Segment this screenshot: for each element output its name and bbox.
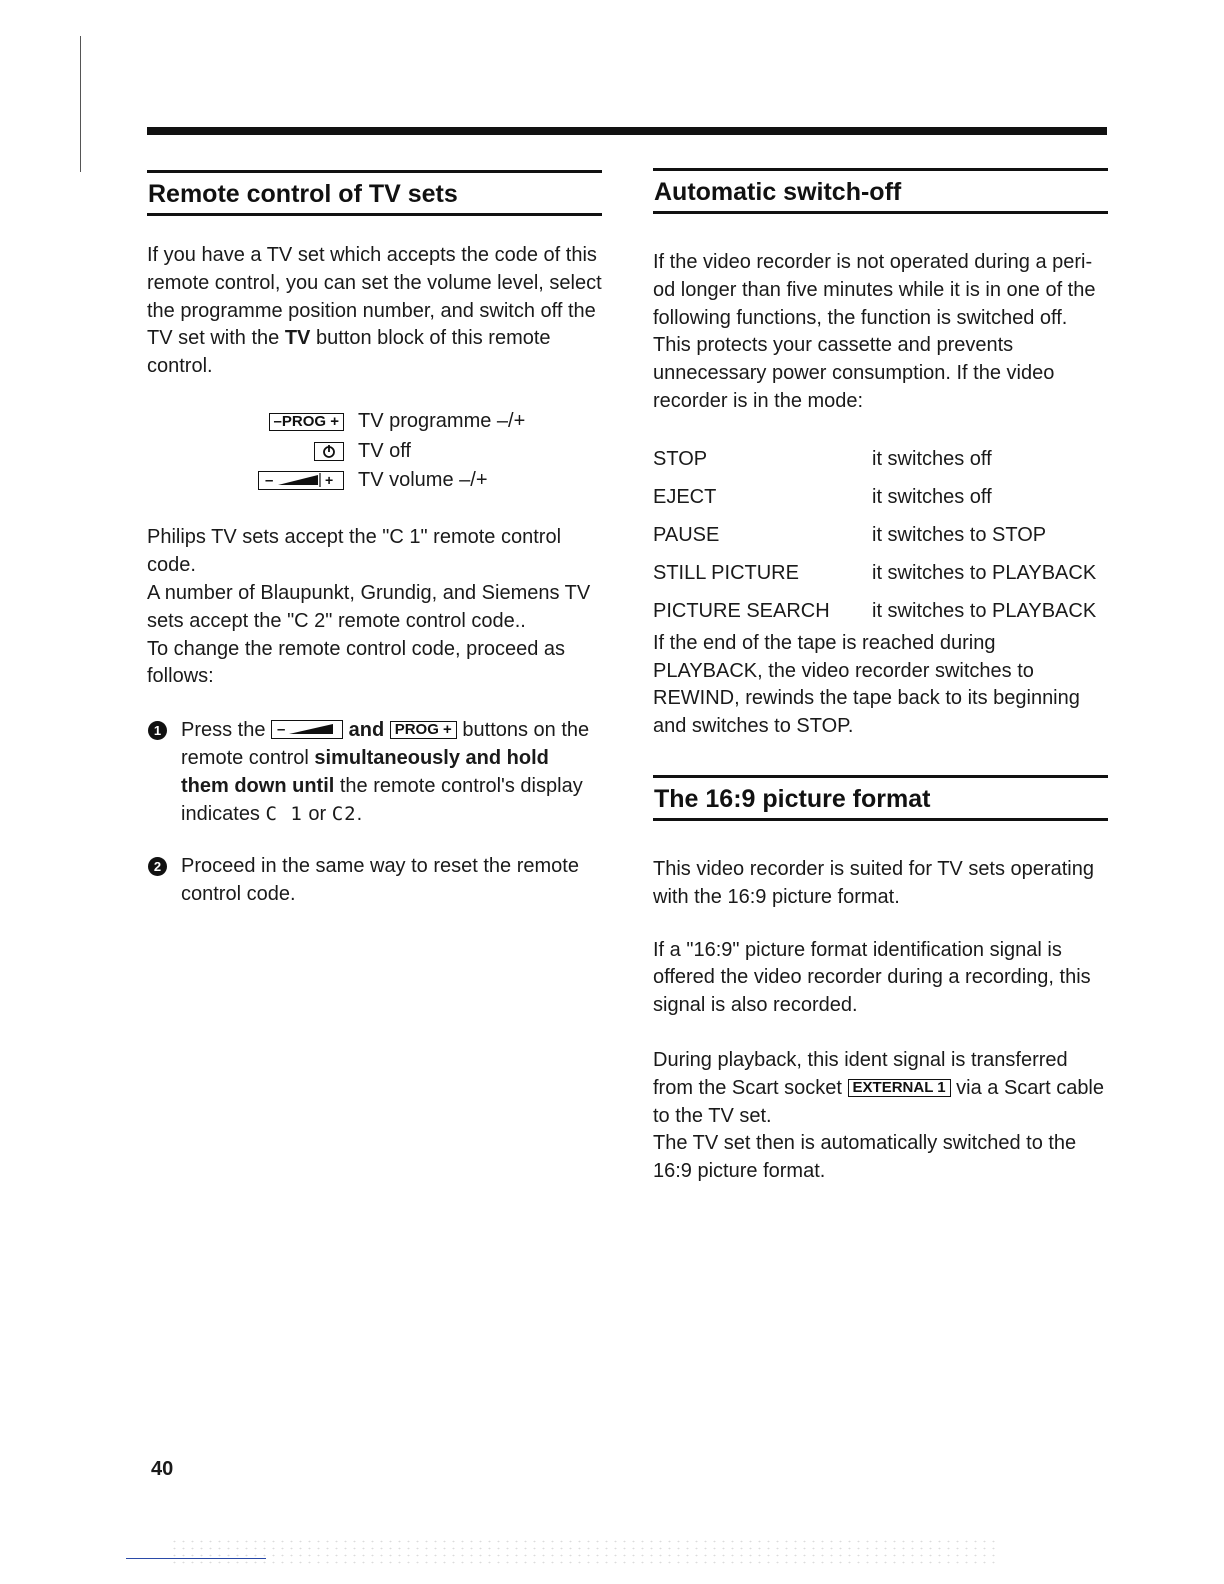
key-row-programme	[147, 407, 602, 437]
step-1-number: 1	[148, 721, 167, 740]
margin-mark	[80, 36, 81, 172]
remote-intro-text-b: button block of this remote control.	[147, 327, 551, 378]
page-number: 40	[151, 1458, 174, 1480]
remote-intro-text-a: If you have a TV set which accepts the code of this remote control, you can set the volume level, select the programme position number, and switch off the TV set with the	[147, 244, 602, 350]
format-paragraph-3	[653, 1047, 1108, 1130]
key-desc-volume: TV volume –/+	[358, 469, 488, 492]
section-heading-auto-switch-off: Automatic switch-off	[653, 168, 1108, 214]
tape-end-paragraph: If the end of the tape is reached during PLAYBACK, the video recorder switches to REWIND, rewinds the tape back to its beginning and switches to STOP.	[653, 631, 1080, 738]
section-auto-switch-off	[653, 168, 1108, 1186]
step-1-or: or	[302, 802, 332, 825]
svg-text:–: –	[265, 472, 274, 489]
mode-name: STOP	[653, 447, 708, 470]
code-philips-text: Philips TV sets accept the "C 1" remote control code.	[147, 526, 562, 577]
format-paragraph-4: The TV set then is automatically switched to the 16:9 picture format.	[653, 1132, 1077, 1183]
remote-intro-paragraph	[147, 242, 602, 381]
mode-action: it switches off	[872, 485, 992, 508]
step-1	[147, 717, 602, 828]
lcd-code-2: C2	[331, 802, 357, 825]
key-desc-off: TV off	[358, 439, 411, 462]
step-1-text: Press the	[181, 719, 272, 742]
format-paragraph-3-text-a: During playback, this ident signal is transferred from the Scart socket	[653, 1048, 1068, 1099]
code-other-brands-text: A number of Blaupunkt, Grundig, and Siemens TV sets accept the "C 2" remote control code..	[147, 582, 591, 632]
mode-name: STILL PICTURE	[653, 561, 799, 584]
step-2	[147, 853, 602, 909]
prog-button-icon: –PROG +	[269, 413, 344, 431]
code-change-text: To change the remote control code, proceed as follows:	[147, 637, 566, 688]
step-2-text: Proceed in the same way to reset the remote control code.	[181, 855, 579, 906]
svg-text:+: +	[325, 472, 334, 489]
mode-row	[653, 484, 1108, 512]
step-1-text-b: buttons on the remote control	[181, 719, 590, 770]
step-1-bold: simultaneously and hold them down until	[181, 747, 549, 797]
remote-intro-tv-bold: TV	[284, 327, 311, 350]
mode-name: PICTURE SEARCH	[653, 599, 830, 622]
external-1-socket-label: EXTERNAL 1	[848, 1079, 951, 1097]
mode-action: it switches to PLAYBACK	[872, 561, 1097, 584]
step-1-text-c: the remote control's display indicates	[181, 774, 583, 825]
mode-row	[653, 446, 1108, 474]
mode-row	[653, 522, 1108, 550]
top-rule	[147, 127, 1107, 135]
prog-plus-button-icon: PROG +	[390, 721, 457, 739]
key-row-off	[147, 436, 602, 466]
switch-off-intro: If the video recorder is not operated during a peri-od longer than five minutes while it is in one of the following functions, the function is switched off. This protects your cassette and prevents unnecessary power consumption. If the video recorder is in the mode:	[653, 251, 1096, 412]
mode-action: it switches to STOP	[872, 523, 1047, 546]
code-paragraph	[147, 524, 602, 691]
key-desc-programme: TV programme –/+	[358, 410, 526, 433]
mode-row	[653, 598, 1108, 626]
volume-button-icon	[258, 471, 344, 490]
step-2-number: 2	[148, 857, 167, 876]
section-heading-16-9: The 16:9 picture format	[653, 775, 1108, 821]
step-1-period: .	[356, 802, 363, 825]
volume-minus-label: –	[277, 721, 286, 738]
volume-minus-button-icon	[271, 720, 343, 739]
mode-name: EJECT	[653, 485, 717, 508]
key-row-volume	[147, 466, 602, 496]
step-1-and: and	[343, 719, 390, 742]
format-paragraph-2: If a "16:9" picture format identification signal is offered the video recorder during a recording, this signal is also recorded.	[653, 938, 1091, 1017]
mode-table	[653, 446, 1108, 626]
bottom-line	[126, 1558, 266, 1559]
mode-action: it switches to PLAYBACK	[872, 599, 1097, 622]
section-remote-control	[147, 170, 602, 909]
scan-noise	[170, 1538, 1000, 1568]
mode-action: it switches off	[872, 447, 992, 470]
mode-name: PAUSE	[653, 523, 720, 546]
mode-row	[653, 560, 1108, 588]
lcd-code-1: C 1	[265, 802, 303, 825]
power-button-icon	[314, 442, 344, 461]
key-legend	[147, 407, 602, 496]
format-paragraph-3-text-b: via a Scart cable to the TV set.	[653, 1076, 1105, 1127]
format-paragraph-1: This video recorder is suited for TV sets operating with the 16:9 picture format.	[653, 857, 1094, 908]
section-heading-remote-control: Remote control of TV sets	[147, 170, 602, 216]
